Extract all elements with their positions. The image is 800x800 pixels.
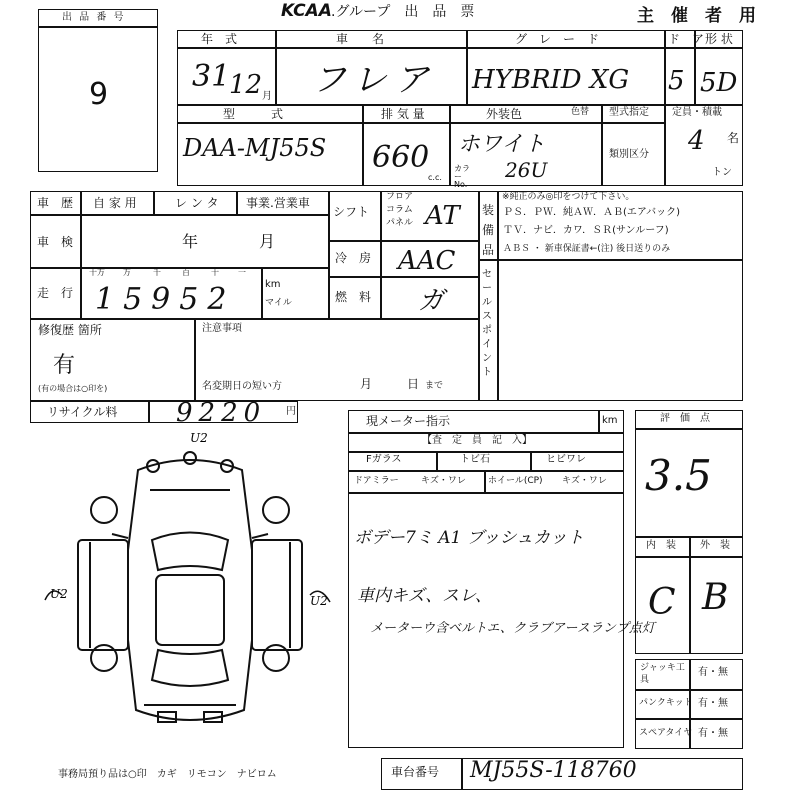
history-option-rental: レ ン タ [175, 196, 219, 210]
shift-column: コラム [386, 205, 413, 215]
inspection-year: 年 [182, 232, 199, 251]
ac-label: 冷 房 [335, 251, 372, 265]
chassis-label: 車台番号 [391, 765, 440, 779]
chassis-value: MJ55S-118760 [470, 758, 637, 783]
capacity-label: 定員・積載 [672, 107, 722, 118]
spare-tire-label: スペアタイヤ [639, 728, 693, 738]
interior-value: C [648, 582, 676, 623]
due-suffix: まで [425, 381, 444, 391]
displacement-label: 排 気 量 [381, 107, 425, 121]
organizer-label: 主 催 者 用 [637, 6, 756, 26]
chip-label: トビ石 [460, 454, 490, 465]
history-label: 車 歴 [37, 196, 74, 210]
shift-value: AT [425, 201, 460, 231]
year-label: 年 式 [201, 32, 238, 46]
sales-point-label: セールスポイント [482, 269, 492, 378]
interior-label: 内 装 [646, 540, 676, 551]
rating-score: 3.5 [645, 451, 712, 500]
mileage-place-1: 一 [238, 268, 246, 277]
equipment-line1: ＰＳ．ＰＷ．純ＡＷ．ＡＢ(エアバック) [503, 207, 681, 218]
fuel-label: 燃 料 [335, 290, 372, 304]
km-unit: km [265, 279, 281, 290]
inspector-label: 【査 定 員 記 入】 [422, 435, 532, 446]
category-label: 類別区分 [609, 149, 649, 160]
lot-number-label: 出 品 番 号 [62, 12, 126, 23]
car-diagram [40, 430, 340, 750]
year-value: 31 [192, 59, 231, 94]
mark-right: U2 [310, 594, 328, 608]
jack-status: 有・無 [698, 667, 728, 678]
year-month-value: 12 [229, 70, 263, 100]
doors-value: 5 [668, 66, 685, 96]
history-option-business: 事業.営業車 [246, 196, 310, 210]
wheel-label: ホイール(CP) [488, 476, 543, 486]
equipment-label: 装備品 [482, 203, 495, 257]
mileage-value: 15952 [95, 282, 236, 317]
form-title: .グループ 出 品 票 [331, 4, 475, 20]
repair-value: 有 [53, 353, 76, 378]
grade-label: グ レ ー ド [515, 32, 600, 46]
mileage-place-100k: 十万 [89, 268, 105, 277]
mirror-status: キズ・ワレ [421, 476, 466, 486]
person-unit: 名 [727, 131, 740, 145]
car-name-value: フレア [312, 60, 437, 100]
spare-tire-status: 有・無 [698, 728, 728, 739]
due-month: 月 [360, 377, 373, 391]
color-no-label: 色替 [571, 107, 590, 117]
doors-label: ド ア [668, 32, 705, 46]
equipment-line2: ＴＶ．ナビ．カワ．ＳＲ(サンルーフ) [503, 225, 669, 236]
shift-floor: フロア [386, 192, 414, 202]
equipment-note: ※純正のみ◎印をつけて下さい。 [502, 192, 635, 202]
inspection-note-1: ボデー7ミ A1 ブッシュカット [354, 528, 585, 548]
repair-label: 修復歴 箇所 [38, 323, 102, 337]
exterior-label: 外 装 [700, 540, 730, 551]
due-label: 名変期日の短い方 [202, 381, 282, 392]
shift-panel: パネル [386, 218, 414, 228]
mileage-label: 走 行 [37, 286, 74, 300]
exterior-color-label: 外装色 [486, 107, 523, 121]
fuel-value: ガ [418, 286, 445, 316]
wheel-status: キズ・ワレ [562, 476, 607, 486]
color-code-value: 26U [505, 158, 548, 182]
meter-label: 現メーター指示 [366, 414, 451, 428]
ac-value: AAC [398, 246, 456, 276]
grade-value: HYBRID XG [472, 65, 630, 95]
inspection-month: 月 [259, 232, 276, 251]
windshield-label: Fガラス [366, 454, 402, 465]
shape-value: 5D [700, 68, 738, 98]
capacity-value: 4 [688, 126, 705, 156]
caution-label: 注意事項 [202, 323, 242, 334]
jack-label: ジャッキ工具 [640, 663, 685, 685]
mileage-place-100: 百 [182, 268, 190, 277]
recycle-value: 9220 [176, 398, 267, 428]
ton-unit: トン [712, 167, 732, 178]
displacement-value: 660 [372, 140, 430, 175]
month-unit: 月 [262, 91, 272, 102]
shape-label: 形 状 [705, 32, 733, 46]
exterior-value: B [702, 577, 729, 618]
meter-unit: km [602, 415, 618, 426]
brand-logo: KCAA [281, 1, 332, 21]
mark-left: U2 [50, 587, 68, 601]
exterior-color-value: ホワイト [458, 132, 546, 157]
due-day: 日 [407, 377, 420, 391]
office-note: 事務局預り品は○印 カギ リモコン ナビロム [58, 769, 277, 780]
repair-note: (有の場合は○印を) [38, 384, 108, 393]
model-label: 型 式 [223, 107, 284, 121]
color-code-label: カラー No. [454, 164, 470, 189]
recycle-unit: 円 [286, 406, 296, 417]
puncture-kit-label: パンクキット [639, 698, 693, 708]
mark-front: U2 [190, 431, 208, 445]
crack-label: ヒビワレ [546, 454, 586, 465]
car-name-label: 車 名 [336, 32, 385, 46]
rating-label: 評 価 点 [660, 413, 710, 424]
equipment-line3: ＡＢＳ ・ 新車保証書←(注) 後日送りのみ [503, 244, 671, 254]
history-option-private: 自 家 用 [93, 196, 137, 210]
lot-number-value: 9 [89, 77, 109, 112]
inspection-label: 車 検 [37, 235, 74, 249]
mirror-label: ドアミラー [354, 476, 399, 486]
cc-unit: c.c. [428, 173, 442, 182]
puncture-kit-status: 有・無 [698, 698, 728, 709]
inspection-note-2: 車内キズ、スレ、 [357, 586, 492, 606]
type-designation-label: 型式指定 [609, 107, 649, 118]
mile-unit: マイル [265, 298, 292, 308]
mileage-place-10k: 万 [123, 268, 131, 277]
mileage-place-1k: 千 [153, 268, 161, 277]
inspection-note-3: メーターウ含ベルトエ、クラブアースランプ点灯 [370, 621, 655, 636]
model-value: DAA-MJ55S [183, 134, 327, 162]
shift-label: シフト [333, 205, 370, 219]
recycle-label: リサイクル料 [47, 405, 118, 419]
mileage-place-10: 十 [211, 268, 219, 277]
